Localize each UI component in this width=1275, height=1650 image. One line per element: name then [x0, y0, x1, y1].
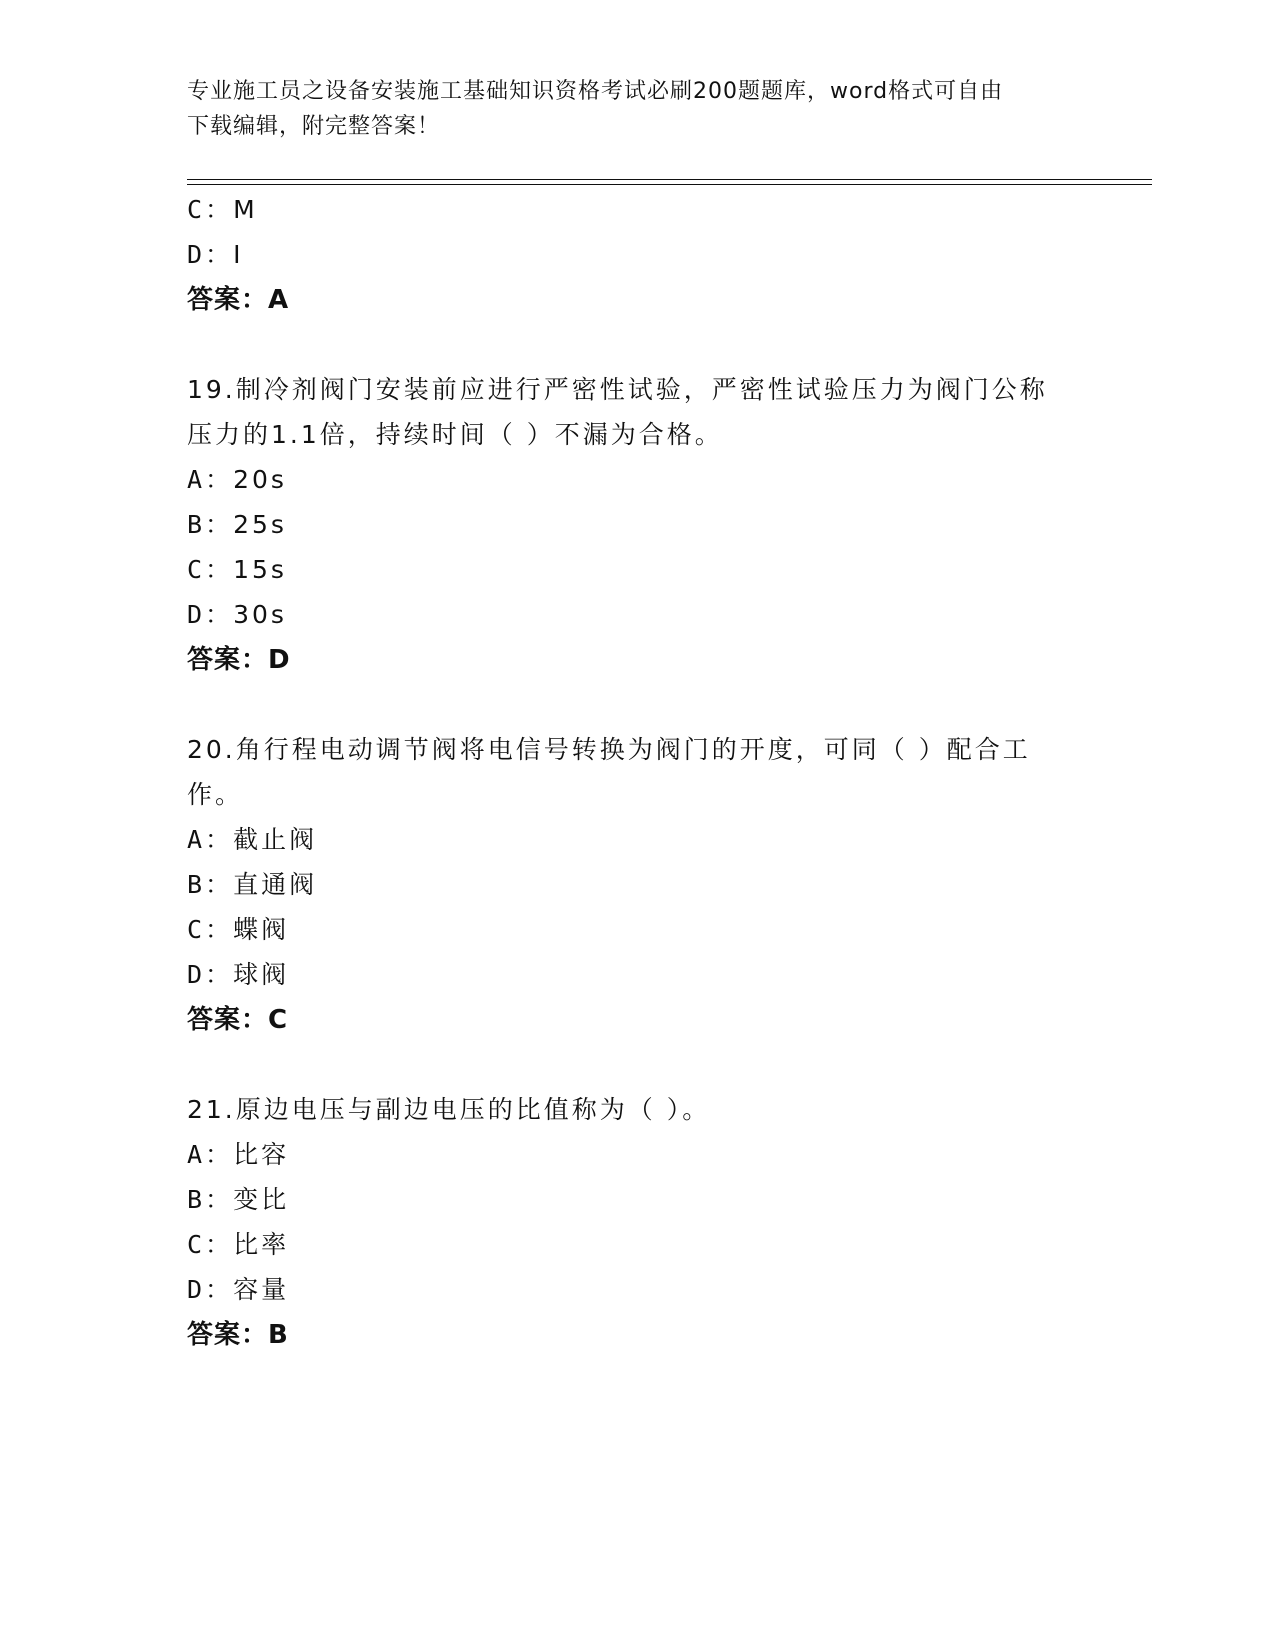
option-label: B： — [187, 510, 234, 539]
option-text: 30s — [233, 600, 287, 629]
q20-answer: 答案：C — [187, 1005, 289, 1035]
option-label: B： — [187, 870, 234, 899]
q21-option-c — [187, 1229, 289, 1261]
option-label: A： — [187, 825, 234, 854]
option-text: I — [233, 240, 244, 269]
option-text: 25s — [233, 510, 287, 539]
option-text: 容量 — [233, 1275, 290, 1304]
q19-stem-line-1: 19.制冷剂阀门安装前应进行严密性试验，严密性试验压力为阀门公称 — [187, 375, 1048, 404]
q21-answer: 答案：B — [187, 1320, 289, 1350]
q19-answer: 答案：D — [187, 645, 291, 675]
q20-option-c — [187, 914, 289, 946]
option-label: D： — [187, 600, 234, 629]
option-label: A： — [187, 465, 234, 494]
option-label: A： — [187, 1140, 234, 1169]
q20-option-b — [187, 869, 317, 901]
header-line-2: 下载编辑，附完整答案！ — [187, 114, 441, 139]
header-line-1: 专业施工员之设备安装施工基础知识资格考试必刷200题题库，word格式可自由 — [187, 79, 1004, 104]
option-text: 蝶阀 — [233, 915, 290, 944]
q19-option-c — [187, 554, 287, 586]
option-text: M — [233, 195, 258, 224]
option-label: D： — [187, 960, 234, 989]
option-text: 比率 — [233, 1230, 290, 1259]
option-label: D： — [187, 240, 234, 269]
header-divider-bottom — [187, 184, 1152, 185]
q21-option-d — [187, 1274, 289, 1306]
q21-option-b — [187, 1184, 289, 1216]
option-label: C： — [187, 1230, 234, 1259]
option-text: 截止阀 — [233, 825, 318, 854]
option-text: 15s — [233, 555, 287, 584]
option-text: 球阀 — [233, 960, 290, 989]
option-label: B： — [187, 1185, 234, 1214]
option-text: 变比 — [233, 1185, 290, 1214]
header-divider-top — [187, 179, 1152, 180]
prev-option-c — [187, 194, 258, 226]
option-text: 直通阀 — [233, 870, 318, 899]
prev-answer: 答案：A — [187, 285, 290, 315]
q20-option-a — [187, 824, 317, 856]
q20-option-d — [187, 959, 289, 991]
page-header — [187, 74, 1087, 144]
prev-option-d — [187, 239, 243, 271]
q21-option-a — [187, 1139, 289, 1171]
q19-option-a — [187, 464, 287, 496]
option-text: 比容 — [233, 1140, 290, 1169]
option-label: C： — [187, 915, 234, 944]
option-label: C： — [187, 555, 234, 584]
q19-stem-line-2: 压力的1.1倍，持续时间（ ）不漏为合格。 — [187, 420, 723, 449]
option-label: D： — [187, 1275, 234, 1304]
option-label: C： — [187, 195, 234, 224]
option-text: 20s — [233, 465, 287, 494]
q19-option-d — [187, 599, 287, 631]
q21-stem-line-1: 21.原边电压与副边电压的比值称为（ ）。 — [187, 1095, 711, 1124]
q19-option-b — [187, 509, 287, 541]
q20-stem-line-1: 20.角行程电动调节阀将电信号转换为阀门的开度，可同（ ）配合工 — [187, 735, 1031, 764]
q20-stem-line-2: 作。 — [187, 780, 244, 809]
